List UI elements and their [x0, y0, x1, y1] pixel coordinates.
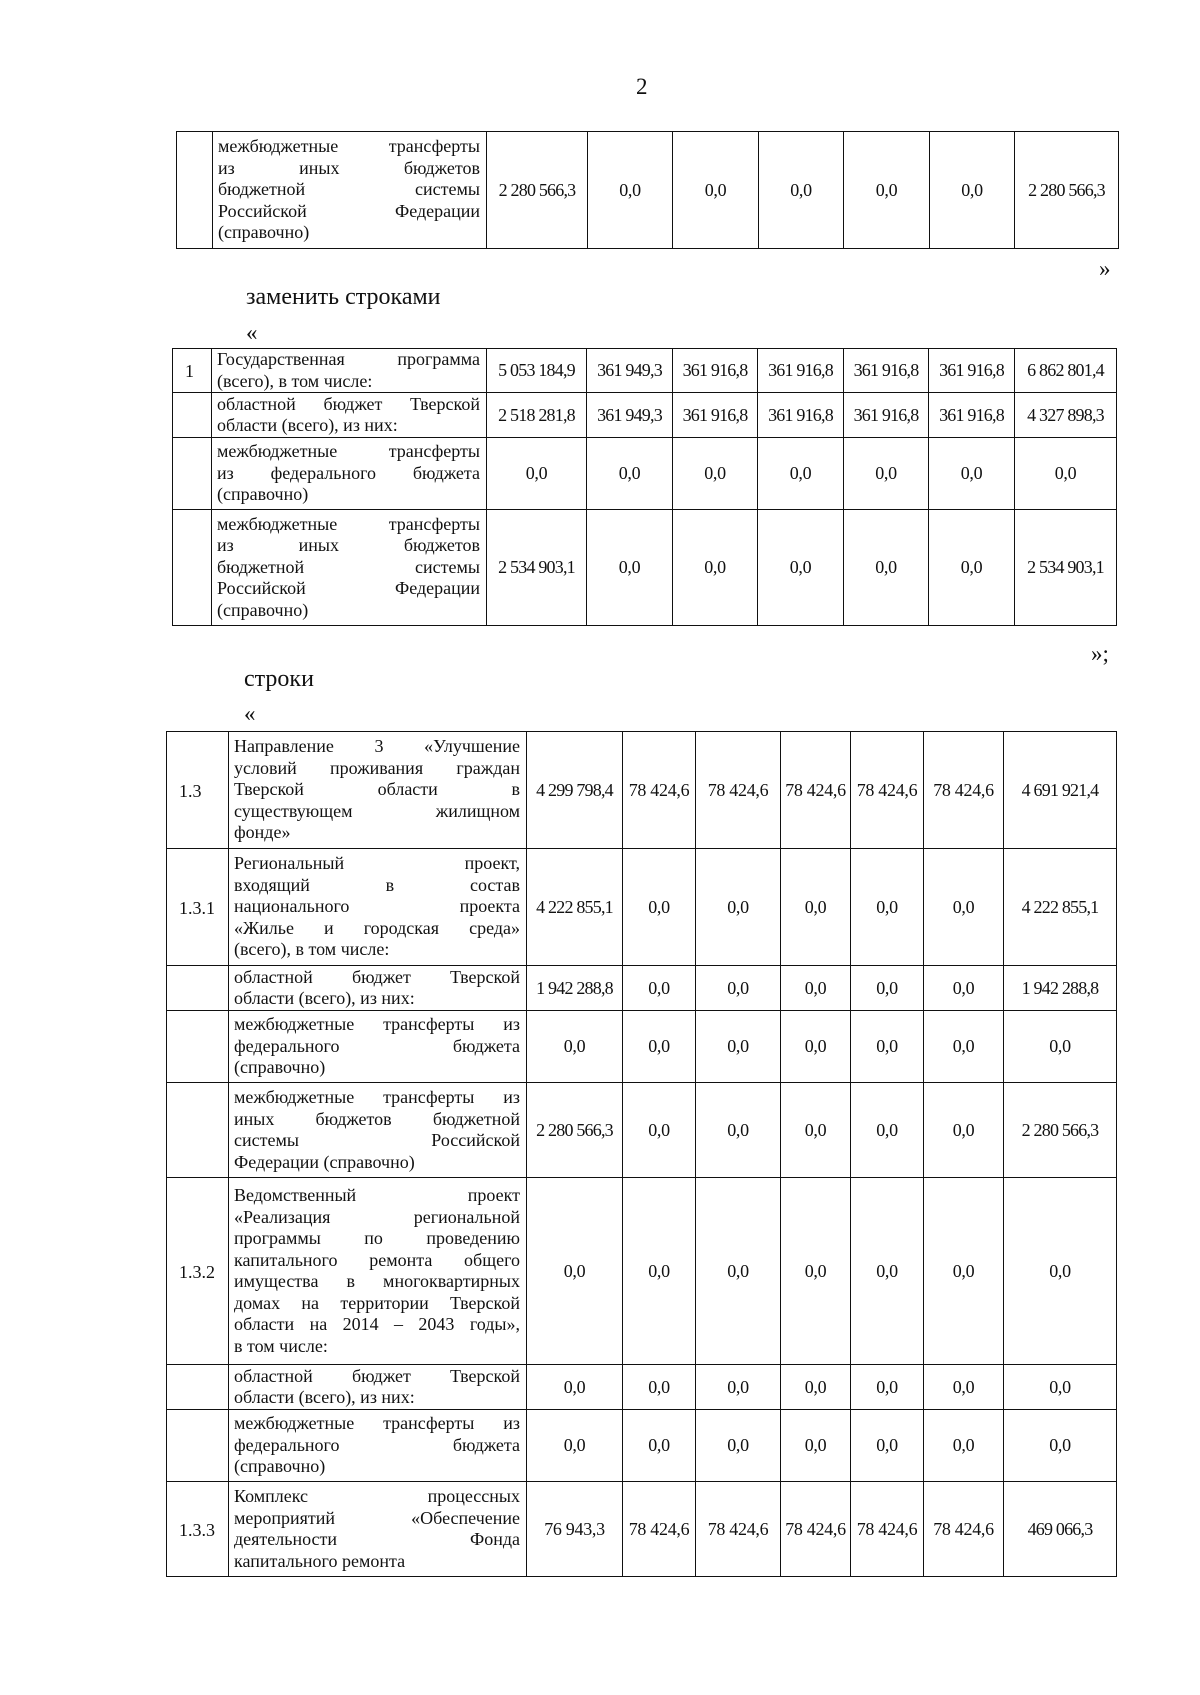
- row-number: [177, 132, 213, 249]
- row-number: [167, 1011, 229, 1083]
- description-line: межбюджетные трансферты из: [234, 1087, 520, 1107]
- value-cell: 361 916,8: [929, 393, 1015, 438]
- row-description: [212, 349, 487, 393]
- description-line: межбюджетные трансферты: [217, 513, 480, 534]
- value-cell: 0,0: [696, 966, 781, 1011]
- value-cell: 0,0: [696, 1083, 781, 1178]
- description-line: мероприятий «Обеспечение: [234, 1507, 520, 1528]
- value-cell: 0,0: [851, 966, 924, 1011]
- value-cell: 0,0: [527, 1011, 623, 1083]
- value-cell: 361 916,8: [673, 349, 758, 393]
- table-row: [167, 1482, 1117, 1577]
- value-cell: 1 942 288,8: [1004, 966, 1117, 1011]
- value-cell: 0,0: [851, 1410, 924, 1482]
- page-number: 2: [636, 74, 648, 99]
- instruction-rows: строки: [244, 666, 314, 692]
- value-cell: 0,0: [673, 438, 758, 510]
- value-cell: 0,0: [781, 1410, 851, 1482]
- value-cell: 0,0: [673, 510, 758, 626]
- value-cell: 0,0: [587, 510, 673, 626]
- row-description: [213, 132, 487, 249]
- value-cell: 0,0: [781, 1083, 851, 1178]
- description-line: условий проживания граждан: [234, 757, 520, 778]
- value-cell: 0,0: [781, 966, 851, 1011]
- row-number: 1.3.1: [167, 849, 229, 966]
- table-row: [173, 393, 1117, 438]
- value-cell: 0,0: [924, 1178, 1004, 1365]
- row-description: [229, 732, 527, 849]
- value-cell: 78 424,6: [851, 732, 924, 849]
- table-row: [173, 510, 1117, 626]
- value-cell: 0,0: [1004, 1365, 1117, 1410]
- value-cell: 2 280 566,3: [527, 1083, 623, 1178]
- value-cell: 0,0: [696, 1011, 781, 1083]
- row-description: [212, 510, 487, 626]
- value-cell: 4 691 921,4: [1004, 732, 1117, 849]
- instruction-replace-with-rows: заменить строками: [246, 284, 441, 310]
- value-cell: 0,0: [623, 966, 696, 1011]
- description-line: Российской Федерации: [217, 578, 480, 599]
- value-cell: 0,0: [759, 132, 844, 249]
- value-cell: 2 280 566,3: [1004, 1083, 1117, 1178]
- value-cell: 2 534 903,1: [1015, 510, 1117, 626]
- description-line: деятельности Фонда: [234, 1529, 520, 1549]
- value-cell: 361 916,8: [844, 349, 929, 393]
- value-cell: 0,0: [929, 510, 1015, 626]
- value-cell: 0,0: [696, 1178, 781, 1365]
- value-cell: 0,0: [929, 438, 1015, 510]
- description-line: федерального бюджета: [234, 1434, 520, 1455]
- table-rows-section-1-3: [166, 731, 1117, 1577]
- value-cell: 0,0: [781, 1365, 851, 1410]
- row-number: 1.3.3: [167, 1482, 229, 1577]
- table-row: [173, 438, 1117, 510]
- description-line: (справочно): [217, 484, 309, 505]
- value-cell: 0,0: [696, 1365, 781, 1410]
- description-line: межбюджетные трансферты: [217, 441, 480, 462]
- table-row: [167, 849, 1117, 966]
- description-line: входящий в состав: [234, 874, 520, 895]
- description-line: Государственная программа: [217, 349, 480, 369]
- row-number: [173, 438, 212, 510]
- description-line: существующем жилищном: [234, 800, 520, 821]
- row-description: [229, 849, 527, 966]
- table-row: [173, 349, 1117, 393]
- row-description: [229, 1178, 527, 1365]
- description-line: капитального ремонта общего: [234, 1249, 520, 1270]
- description-line: Направление 3 «Улучшение: [234, 736, 520, 757]
- description-line: капитального ремонта: [234, 1550, 406, 1571]
- value-cell: 0,0: [924, 1011, 1004, 1083]
- description-line: межбюджетные трансферты: [218, 136, 480, 157]
- description-line: «Реализация региональной: [234, 1206, 520, 1227]
- value-cell: 0,0: [851, 1083, 924, 1178]
- value-cell: 361 916,8: [844, 393, 929, 438]
- row-number: 1: [173, 349, 212, 393]
- description-line: фонде»: [234, 822, 291, 843]
- value-cell: 0,0: [844, 132, 930, 249]
- description-line: (справочно): [234, 1456, 326, 1477]
- description-line: федерального бюджета: [234, 1035, 520, 1056]
- value-cell: 0,0: [924, 849, 1004, 966]
- row-number: [173, 510, 212, 626]
- description-line: Российской Федерации: [218, 200, 480, 221]
- table-row: [167, 966, 1117, 1011]
- value-cell: 0,0: [487, 438, 587, 510]
- table-row: [167, 1011, 1117, 1083]
- closing-quote-1: »: [1099, 256, 1111, 281]
- value-cell: 0,0: [851, 1365, 924, 1410]
- description-line: бюджетной системы: [217, 556, 480, 577]
- row-number: [173, 393, 212, 438]
- value-cell: 2 280 566,3: [487, 132, 588, 249]
- value-cell: 0,0: [588, 132, 673, 249]
- table-row: [167, 1178, 1117, 1365]
- value-cell: 2 534 903,1: [487, 510, 587, 626]
- description-line: (всего), в том числе:: [234, 939, 390, 960]
- value-cell: 0,0: [930, 132, 1015, 249]
- description-line: (справочно): [218, 222, 310, 243]
- value-cell: 1 942 288,8: [527, 966, 623, 1011]
- description-line: (справочно): [234, 1057, 326, 1078]
- description-line: в том числе:: [234, 1335, 328, 1356]
- table-replacement-rows-1: [172, 348, 1117, 626]
- row-description: [229, 1365, 527, 1410]
- value-cell: 0,0: [924, 1083, 1004, 1178]
- row-number: 1.3.2: [167, 1178, 229, 1365]
- table-row: [167, 1365, 1117, 1410]
- value-cell: 2 280 566,3: [1015, 132, 1119, 249]
- value-cell: 78 424,6: [696, 732, 781, 849]
- description-line: Комплекс процессных: [234, 1486, 520, 1506]
- value-cell: 0,0: [673, 132, 759, 249]
- description-line: «Жилье и городская среда»: [234, 917, 520, 938]
- value-cell: 0,0: [924, 1410, 1004, 1482]
- description-line: области (всего), из них:: [234, 988, 415, 1008]
- opening-quote-3: «: [244, 701, 256, 726]
- value-cell: 361 916,8: [758, 393, 844, 438]
- description-line: из федерального бюджета: [217, 462, 480, 483]
- description-line: области (всего), из них:: [217, 415, 398, 435]
- table-row: [167, 732, 1117, 849]
- value-cell: 0,0: [844, 438, 929, 510]
- value-cell: 0,0: [924, 1365, 1004, 1410]
- value-cell: 78 424,6: [924, 732, 1004, 849]
- table-row: [167, 1410, 1117, 1482]
- value-cell: 78 424,6: [696, 1482, 781, 1577]
- value-cell: 0,0: [623, 1178, 696, 1365]
- row-number: [167, 1365, 229, 1410]
- row-number: [167, 1083, 229, 1178]
- value-cell: 6 862 801,4: [1015, 349, 1117, 393]
- description-line: областной бюджет Тверской: [217, 393, 480, 414]
- value-cell: 76 943,3: [527, 1482, 623, 1577]
- row-description: [229, 1011, 527, 1083]
- value-cell: 0,0: [851, 1011, 924, 1083]
- description-line: Региональный проект,: [234, 853, 520, 874]
- description-line: бюджетной системы: [218, 179, 480, 200]
- description-line: (справочно): [217, 599, 309, 620]
- value-cell: 361 916,8: [929, 349, 1015, 393]
- value-cell: 0,0: [587, 438, 673, 510]
- value-cell: 0,0: [1004, 1011, 1117, 1083]
- value-cell: 0,0: [527, 1178, 623, 1365]
- description-line: межбюджетные трансферты из: [234, 1014, 520, 1035]
- value-cell: 0,0: [758, 438, 844, 510]
- value-cell: 0,0: [623, 849, 696, 966]
- description-line: программы по проведению: [234, 1228, 520, 1248]
- value-cell: 0,0: [623, 1365, 696, 1410]
- value-cell: 0,0: [696, 849, 781, 966]
- description-line: из иных бюджетов: [218, 157, 480, 178]
- value-cell: 78 424,6: [924, 1482, 1004, 1577]
- closing-quote-2: »;: [1091, 641, 1109, 666]
- value-cell: 361 916,8: [673, 393, 758, 438]
- value-cell: 361 949,3: [587, 349, 673, 393]
- row-description: [229, 1410, 527, 1482]
- opening-quote-2: «: [246, 320, 258, 345]
- table-replaced-rows-tail: [176, 131, 1119, 249]
- value-cell: 4 222 855,1: [1004, 849, 1117, 966]
- description-line: Федерации (справочно): [234, 1151, 415, 1172]
- description-line: Ведомственный проект: [234, 1185, 520, 1205]
- row-description: [229, 966, 527, 1011]
- description-line: системы Российской: [234, 1130, 520, 1150]
- value-cell: 0,0: [1004, 1178, 1117, 1365]
- value-cell: 0,0: [623, 1083, 696, 1178]
- value-cell: 0,0: [781, 1011, 851, 1083]
- description-line: Тверской области в: [234, 779, 520, 800]
- row-number: [167, 1410, 229, 1482]
- value-cell: 0,0: [623, 1011, 696, 1083]
- value-cell: 78 424,6: [851, 1482, 924, 1577]
- description-line: (всего), в том числе:: [217, 370, 373, 391]
- value-cell: 4 222 855,1: [527, 849, 623, 966]
- description-line: иных бюджетов бюджетной: [234, 1108, 520, 1129]
- value-cell: 2 518 281,8: [487, 393, 587, 438]
- row-number: 1.3: [167, 732, 229, 849]
- row-description: [229, 1083, 527, 1178]
- value-cell: 0,0: [1004, 1410, 1117, 1482]
- description-line: из иных бюджетов: [217, 535, 480, 556]
- row-description: [212, 393, 487, 438]
- description-line: областной бюджет Тверской: [234, 1365, 520, 1386]
- row-number: [167, 966, 229, 1011]
- value-cell: 0,0: [781, 849, 851, 966]
- description-line: области на 2014 – 2043 годы»,: [234, 1314, 520, 1334]
- value-cell: 0,0: [527, 1410, 623, 1482]
- row-description: [212, 438, 487, 510]
- description-line: межбюджетные трансферты из: [234, 1413, 520, 1434]
- table-row: [177, 132, 1119, 249]
- value-cell: 78 424,6: [623, 732, 696, 849]
- value-cell: 4 299 798,4: [527, 732, 623, 849]
- table-row: [167, 1083, 1117, 1178]
- description-line: национального проекта: [234, 896, 520, 917]
- value-cell: 0,0: [623, 1410, 696, 1482]
- value-cell: 4 327 898,3: [1015, 393, 1117, 438]
- description-line: области (всего), из них:: [234, 1387, 415, 1407]
- row-description: [229, 1482, 527, 1577]
- description-line: имущества в многоквартирных: [234, 1271, 520, 1291]
- value-cell: 361 916,8: [758, 349, 844, 393]
- value-cell: 78 424,6: [623, 1482, 696, 1577]
- value-cell: 0,0: [527, 1365, 623, 1410]
- value-cell: 0,0: [924, 966, 1004, 1011]
- value-cell: 469 066,3: [1004, 1482, 1117, 1577]
- value-cell: 78 424,6: [781, 1482, 851, 1577]
- description-line: домах на территории Тверской: [234, 1292, 520, 1313]
- value-cell: 0,0: [851, 1178, 924, 1365]
- value-cell: 5 053 184,9: [487, 349, 587, 393]
- value-cell: 0,0: [696, 1410, 781, 1482]
- value-cell: 78 424,6: [781, 732, 851, 849]
- value-cell: 0,0: [781, 1178, 851, 1365]
- value-cell: 0,0: [1015, 438, 1117, 510]
- description-line: областной бюджет Тверской: [234, 966, 520, 987]
- value-cell: 0,0: [758, 510, 844, 626]
- value-cell: 0,0: [851, 849, 924, 966]
- value-cell: 361 949,3: [587, 393, 673, 438]
- value-cell: 0,0: [844, 510, 929, 626]
